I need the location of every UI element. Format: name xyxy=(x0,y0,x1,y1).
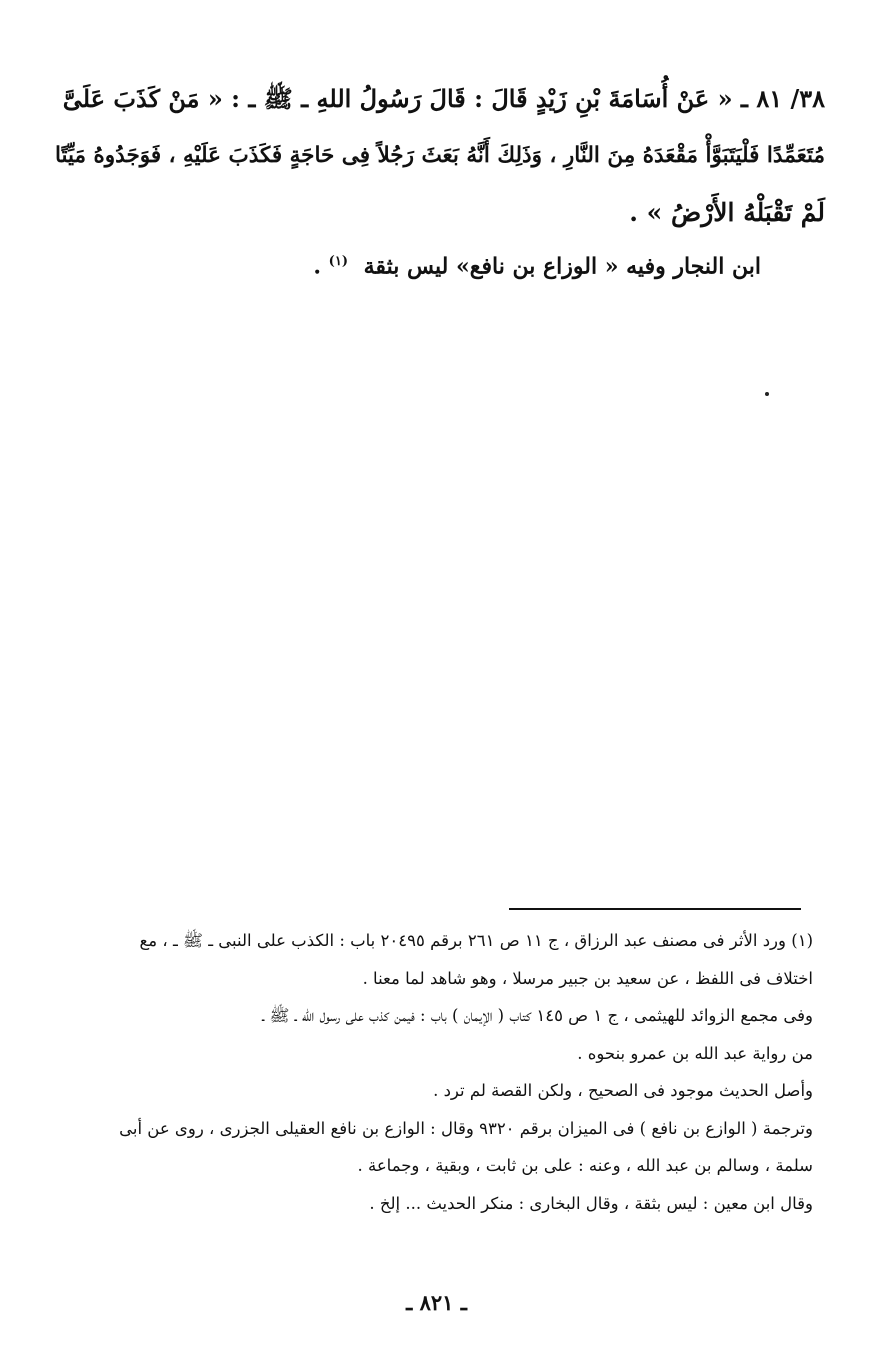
hadith-line: ٣٨/ ٨١ ـ « عَنْ أُسَامَةَ بْنِ زَيْدٍ قَالَ : قَالَ رَسُولُ اللهِ ـ ﷺ ـ : « مَنْ كَذَبَ عَلَىَّ xyxy=(62,84,825,113)
footnotes xyxy=(52,922,813,1222)
page-number: ـ ٨٢١ ـ xyxy=(406,1290,467,1315)
footnote-line: وترجمة ( الوازع بن نافع ) فى الميزان برقم ٩٣٢٠ وقال : الوازع بن نافع العقيلى الجزرى ، روى عن أبى xyxy=(119,1118,813,1138)
footnote-line: وقال ابن معين : ليس بثقة ، وقال البخارى : منكر الحديث ... إلخ . xyxy=(369,1193,813,1213)
footnote-line: سلمة ، وسالم بن عبد الله ، وعنه : على بن ثابت ، وبقية ، وجماعة . xyxy=(357,1156,813,1175)
source-end: . xyxy=(313,253,321,280)
footnote-line: وفى مجمع الزوائد للهيثمى ، ج ١ ص ١٤٥ كتاب ( الإيمان ) باب : فيمن كذب على رسول الله ـ ﷺ ـ xyxy=(262,1006,813,1025)
source-attribution xyxy=(313,242,761,286)
footnote-line: من رواية عبد الله بن عمرو بنحوه . xyxy=(577,1043,813,1063)
hadith-text xyxy=(48,70,825,241)
footnote-line: اختلاف فى اللفظ ، عن سعيد بن جبير مرسلا ، وهو شاهد لما معنا . xyxy=(362,968,813,988)
footnote-reference: (١) xyxy=(328,254,348,269)
footnote-separator xyxy=(509,908,801,910)
hadith-line: مُتَعَمِّدًا فَلْيَتَبَوَّأْ مَقْعَدَهُ مِنَ النَّارِ ، وَذَلِكَ أَنَّهُ بَعَثَ رَجُلاً فِى حَاجَةٍ فَكَذَبَ عَلَيْهِ ، فَوَجَدُوهُ مَيِّتًا xyxy=(54,143,825,168)
hadith-line: لَمْ تَقْبَلْهُ الأَرْضُ » . xyxy=(629,198,825,227)
footnote-line: (١) ورد الأثر فى مصنف عبد الرزاق ، ج ١١ ص ٢٦١ برقم ٢٠٤٩٥ باب : الكذب على النبى ـ ﷺ ـ ، مع xyxy=(139,931,813,950)
footnote-line: وأصل الحديث موجود فى الصحيح ، ولكن القصة لم ترد . xyxy=(433,1081,813,1100)
source-text: ابن النجار وفيه « الوزاع بن نافع» ليس بثقة xyxy=(363,253,761,280)
stray-dot xyxy=(765,392,769,396)
